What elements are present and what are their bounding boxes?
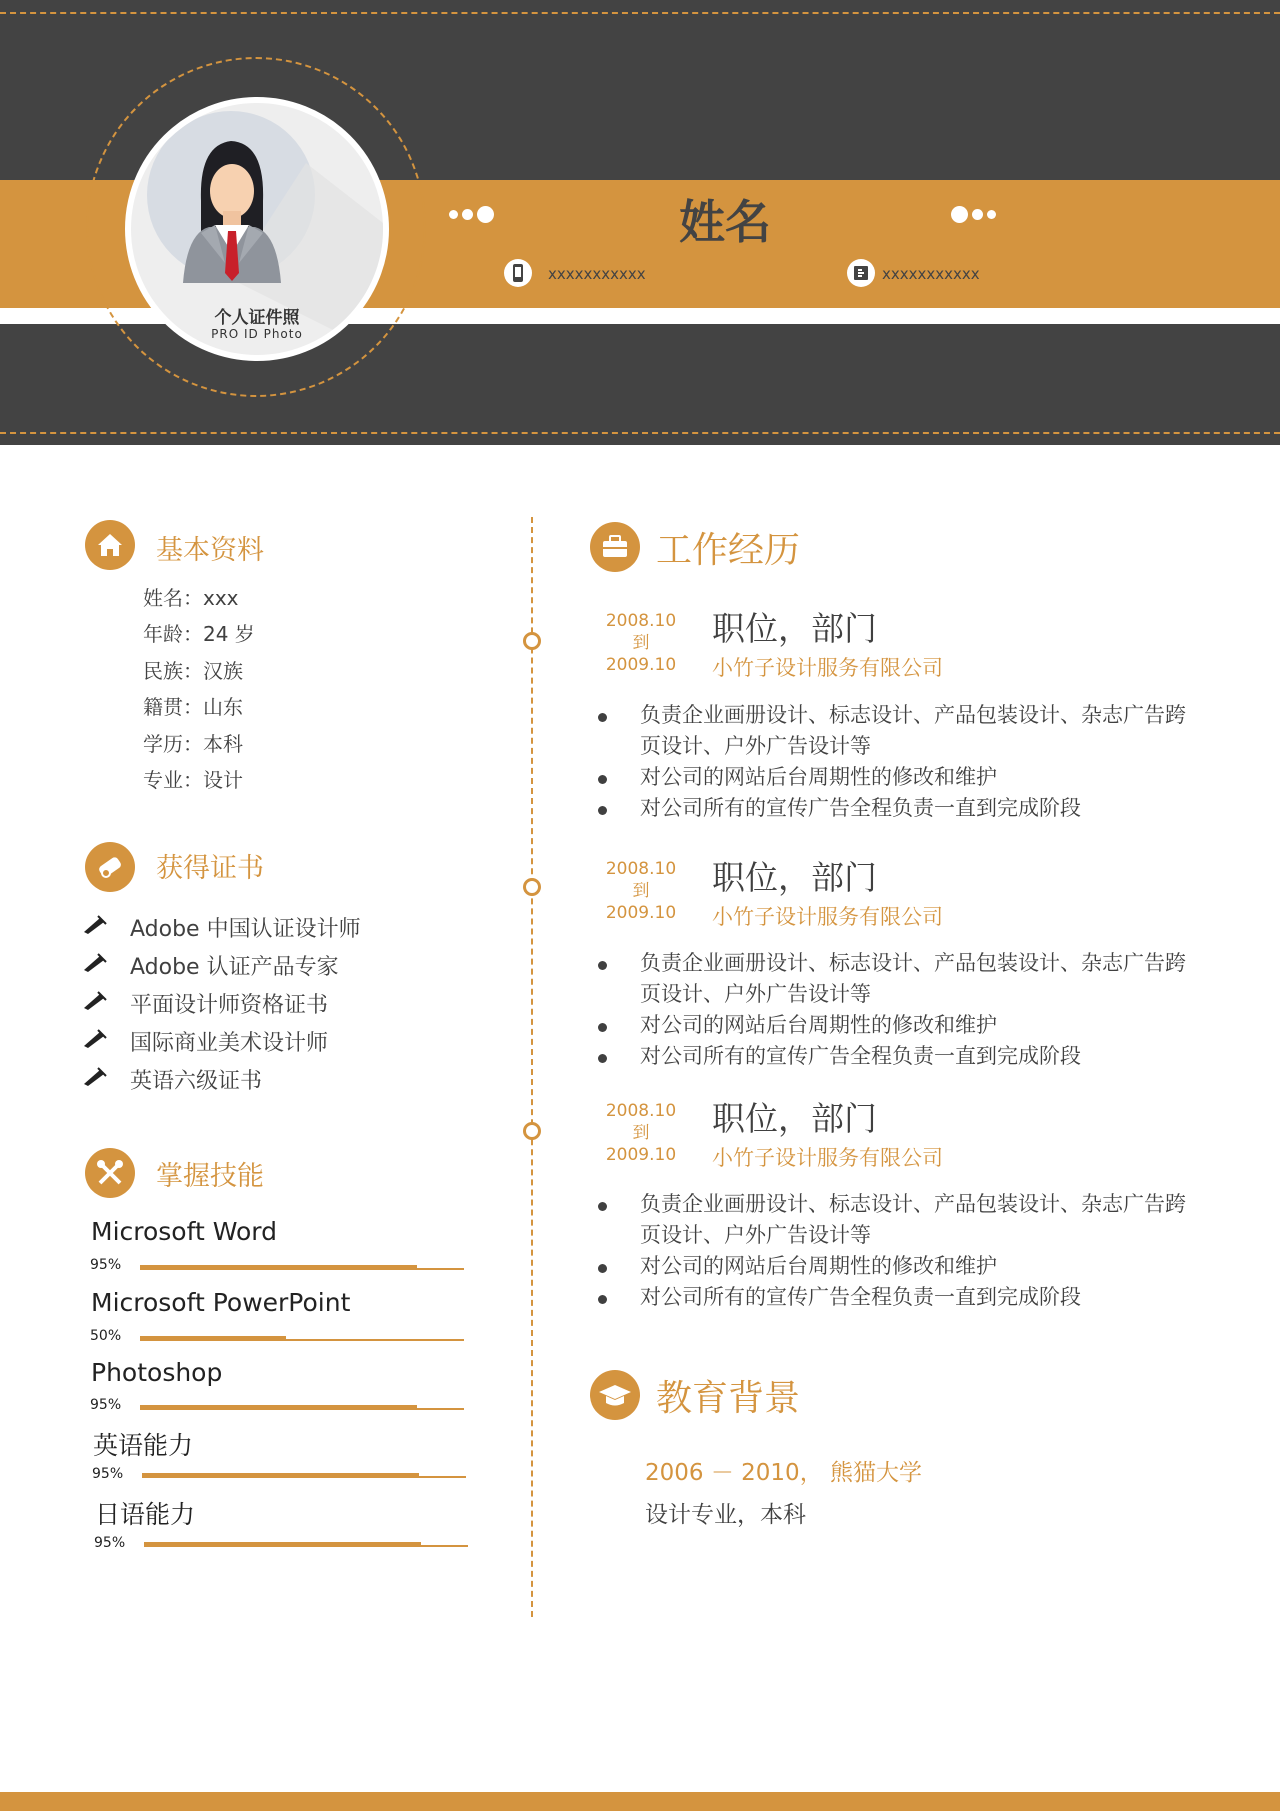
job-date-to-label: 到 (632, 633, 650, 653)
duty-item: 对公司的网站后台周期性的修改和维护 (596, 1251, 1196, 1282)
candidate-name: 姓名 (679, 195, 771, 249)
timeline-node (523, 1122, 541, 1140)
skill-name: Microsoft Word (91, 1217, 277, 1246)
job-company: 小竹子设计服务有限公司 (712, 905, 943, 929)
certificate-name: 平面设计师资格证书 (130, 993, 329, 1018)
job-date-to: 2009.10 (605, 903, 677, 923)
education-title: 教育背景 (656, 1378, 801, 1419)
job-date-range (601, 1100, 681, 1166)
certificates-title: 获得证书 (156, 853, 264, 884)
pen-icon (82, 914, 108, 936)
duty-item: 负责企业画册设计、标志设计、产品包装设计、杂志广告跨页设计、户外广告设计等 (596, 948, 1196, 1010)
duty-item: 对公司的网站后台周期性的修改和维护 (596, 1010, 1196, 1041)
phone-number: xxxxxxxxxxx (548, 265, 646, 283)
phone-icon (504, 259, 532, 287)
skill-name: Photoshop (91, 1358, 223, 1387)
certificate-name: Adobe 中国认证设计师 (130, 917, 361, 942)
info-line: 民族：汉族 (143, 659, 243, 683)
skill-percent: 95% (90, 1397, 122, 1413)
job-date-to: 2009.10 (605, 655, 677, 675)
header-top-dashed-line (0, 12, 1280, 14)
job-date-range (601, 858, 681, 924)
info-line: 姓名：xxx (143, 586, 239, 610)
home-icon (85, 520, 135, 570)
skills-title: 掌握技能 (156, 1161, 264, 1192)
header-bottom-dashed-line (0, 432, 1280, 434)
skill-level-bar (142, 1473, 419, 1478)
footer-accent-bar (0, 1792, 1280, 1811)
contact-card-icon (847, 259, 875, 287)
pen-icon (82, 1028, 108, 1050)
job-date-from: 2008.10 (605, 1101, 677, 1121)
pen-icon (82, 952, 108, 974)
skill-level-bar (140, 1336, 286, 1341)
duty-item: 对公司所有的宣传广告全程负责一直到完成阶段 (596, 793, 1196, 824)
job-title: 职位，部门 (712, 1099, 877, 1138)
skill-name: 英语能力 (93, 1431, 194, 1460)
work-title: 工作经历 (656, 530, 801, 571)
pen-icon (82, 1066, 108, 1088)
job-date-to: 2009.10 (605, 1145, 677, 1165)
skill-percent: 95% (92, 1466, 124, 1482)
job-title: 职位，部门 (712, 609, 877, 648)
pen-icon (82, 990, 108, 1012)
info-line: 专业：设计 (143, 768, 243, 792)
info-line: 学历：本科 (143, 732, 243, 756)
certificate-name: 国际商业美术设计师 (130, 1031, 329, 1056)
duty-item: 对公司所有的宣传广告全程负责一直到完成阶段 (596, 1282, 1196, 1313)
duty-item: 对公司所有的宣传广告全程负责一直到完成阶段 (596, 1041, 1196, 1072)
job-company: 小竹子设计服务有限公司 (712, 656, 943, 680)
skill-name: Microsoft PowerPoint (91, 1288, 351, 1317)
job-date-from: 2008.10 (605, 859, 677, 879)
briefcase-icon (590, 522, 640, 572)
skill-percent: 95% (94, 1535, 126, 1551)
header (0, 0, 1280, 445)
education-major-degree: 设计专业，本科 (645, 1502, 806, 1528)
duty-item: 负责企业画册设计、标志设计、产品包装设计、杂志广告跨页设计、户外广告设计等 (596, 700, 1196, 762)
graduation-cap-icon (590, 1370, 640, 1420)
education-period-school: 2006 － 2010， 熊猫大学 (645, 1460, 922, 1486)
photo-caption-en: PRO ID Photo (211, 327, 303, 341)
info-line: 年龄：24 岁 (143, 622, 255, 646)
skill-percent: 50% (90, 1328, 122, 1344)
skill-name: 日语能力 (95, 1500, 196, 1529)
skill-level-bar (140, 1405, 417, 1410)
basic-info-title: 基本资料 (156, 535, 264, 566)
duty-item: 负责企业画册设计、标志设计、产品包装设计、杂志广告跨页设计、户外广告设计等 (596, 1189, 1196, 1251)
job-duties (596, 948, 1196, 1072)
job-date-to-label: 到 (632, 1123, 650, 1143)
timeline-divider (531, 517, 533, 1617)
timeline-node (523, 632, 541, 650)
duty-item: 对公司的网站后台周期性的修改和维护 (596, 762, 1196, 793)
job-date-to-label: 到 (632, 881, 650, 901)
job-duties (596, 1189, 1196, 1313)
job-title: 职位，部门 (712, 858, 877, 897)
skill-level-bar (140, 1265, 417, 1270)
email-address: xxxxxxxxxxx (882, 265, 980, 283)
certificate-icon (85, 842, 135, 892)
skill-percent: 95% (90, 1257, 122, 1273)
job-date-range (601, 610, 681, 676)
tools-icon (85, 1148, 135, 1198)
certificate-name: 英语六级证书 (130, 1069, 263, 1094)
skill-level-bar (144, 1542, 421, 1547)
timeline-node (523, 878, 541, 896)
certificate-name: Adobe 认证产品专家 (130, 955, 339, 980)
job-company: 小竹子设计服务有限公司 (712, 1146, 943, 1170)
job-duties (596, 700, 1196, 824)
job-date-from: 2008.10 (605, 611, 677, 631)
profile-photo (125, 97, 389, 361)
photo-caption: 个人证件照 (214, 308, 300, 328)
info-line: 籍贯：山东 (143, 695, 243, 719)
